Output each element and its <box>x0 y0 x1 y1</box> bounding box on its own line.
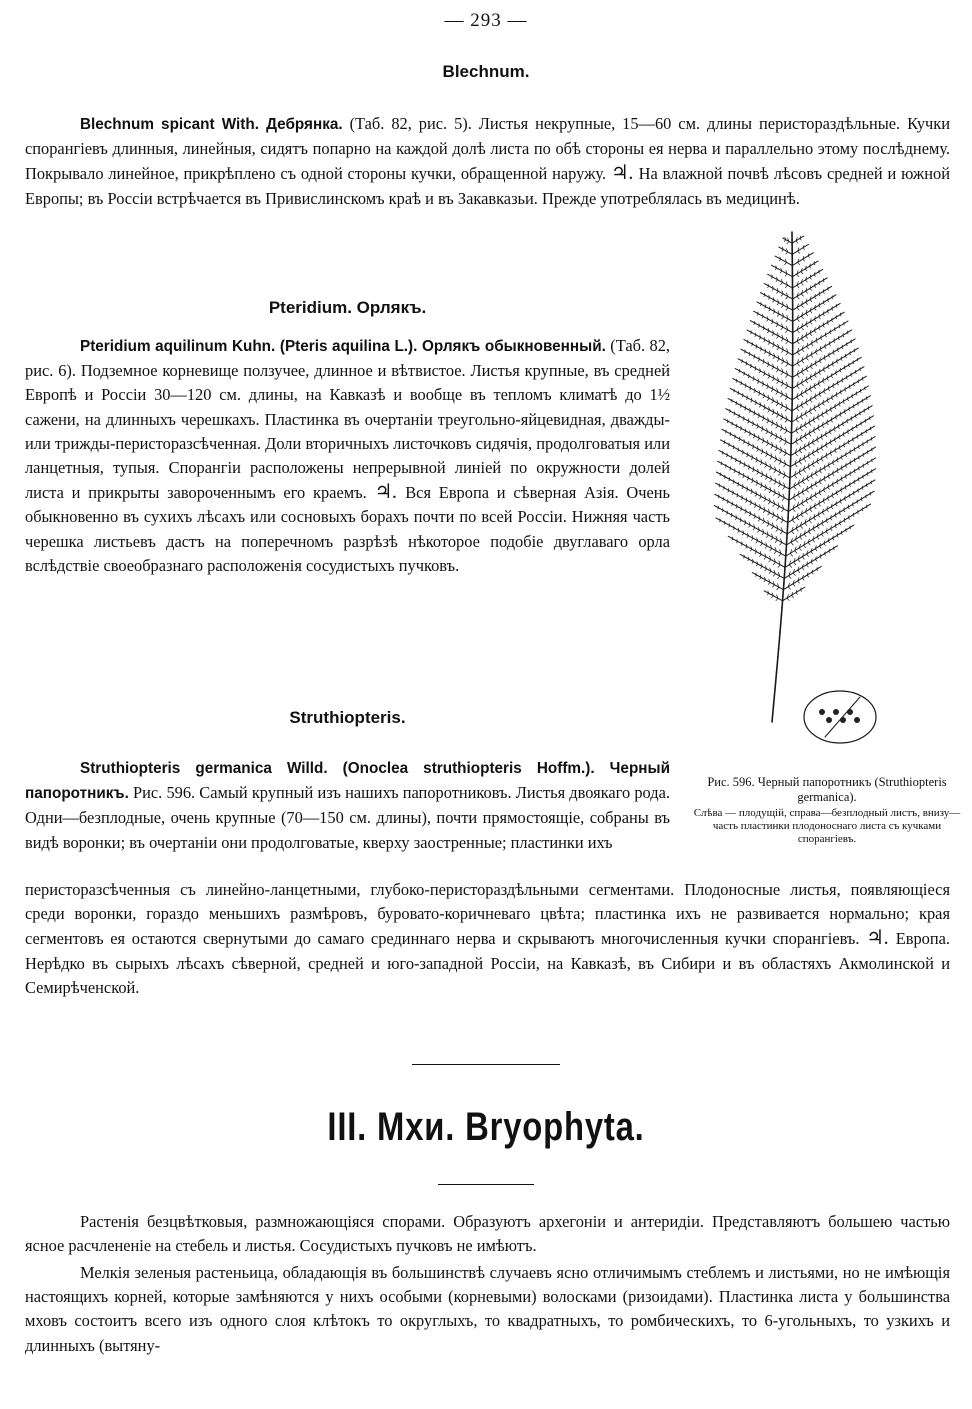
divider-rule-short <box>438 1184 534 1185</box>
paragraph-bryophyta-1: Растенія безцвѣтковыя, размножающіяся спорами. Образуютъ архегоніи и антеридіи. Представляютъ большею частью ясное расчлененіе на стебель и листья. Сосудистыхъ пучковъ не имѣютъ. <box>25 1212 950 1256</box>
paragraph-struthiopteris-cont <box>25 878 950 1000</box>
perennial-symbol: ♃. <box>866 927 890 950</box>
paragraph-blechnum-spicant <box>25 112 950 211</box>
figure-caption <box>688 775 966 846</box>
perennial-symbol: ♃. <box>610 162 634 185</box>
paragraph-text: (Таб. 82, рис. 5). Листья некрупные, 15—60 см. длины перистораздѣльные. Кучки спорангіевъ длинныя, линейныя, сидятъ попарно на каждой долѣ листа по обѣ стороны ея нерва и параллельно этому послѣднему. Покрывало линейное, прикрѣплено съ одной стороны кучки, обращенной наружу. <box>25 114 950 184</box>
paragraph-struthiopteris-germanica <box>25 756 670 855</box>
species-name: Pteridium aquilinum Kuhn. (Pteris aquilina L.). Орлякъ обыкновенный. <box>80 338 606 355</box>
section-title-bryophyta: III. Мхи. Bryophyta. <box>327 1105 645 1149</box>
paragraph-text: Рис. 596. Самый крупный изъ нашихъ папоротниковъ. Листья двоякаго рода. Одни—безплодные, очень крупные (70—150 см. длины), почти прямостоящіе, собраны въ видѣ воронки; въ очертаніи они продолговатые, кверху заостренные; пластинки ихъ <box>25 783 670 852</box>
page-number: — 293 — <box>444 10 528 31</box>
heading-blechnum: Blechnum. <box>442 62 530 81</box>
species-name: Blechnum spicant With. Дебрянка. <box>80 116 343 133</box>
caption-title: Рис. 596. Черный папоротникъ (Struthiopteris germanica). <box>707 775 947 804</box>
perennial-symbol: ♃. <box>374 481 398 504</box>
heading-pteridium: Pteridium. Орлякъ. <box>268 298 427 317</box>
paragraph-text-cont: Европа. Нерѣдко въ сырыхъ лѣсахъ сѣверной, средней и юго-западной Россіи, на Кавказѣ, въ Сибири и въ областяхъ Акмолинской и Семирѣченской. <box>25 929 950 997</box>
heading-struthiopteris: Struthiopteris. <box>289 708 406 727</box>
paragraph-text: (Таб. 82, рис. 6). Подземное корневище ползучее, длинное и вѣтвистое. Листья крупные, въ средней Европѣ и Россіи 30—120 см. длины, на Кавказѣ и вообще въ тепломъ климатѣ до 1½ сажени, на длинныхъ черешкахъ. Пластинка въ очертаніи треугольно-яйцевидная, дважды- или трижды-перисторазсѣченная. Доли вторичныхъ листочковъ сидячія, продолговатыя или ланцетныя, тупыя. Спорангіи расположены непрерывной линіей по окружности долей листа и прикрыты завороченнымъ его краемъ. <box>25 336 671 503</box>
paragraph-text-cont: На влажной почвѣ лѣсовъ средней и южной Европы; въ Россіи встрѣчается въ Привислинскомъ краѣ и въ Закавказьи. Прежде употреблялась въ медицинѣ. <box>25 164 950 208</box>
paragraph-bryophyta-2: Мелкія зеленыя растеньица, обладающія въ большинствѣ случаевъ ясно отличимымъ стеблемъ и листьями, но не имѣющія настоящихъ корней, которые замѣняются у нихъ особыми (корневыми) волосками (ризоидами). Пластинка листа у большинства мховъ состоитъ всего изъ одного слоя клѣтокъ то округлыхъ, то квадратныхъ, то ромбическихъ, то 6-угольныхъ, то узкихъ и длинныхъ (вытяну- <box>25 1263 950 1355</box>
paragraph-text: перисторазсѣченныя съ линейно-ланцетными, глубоко-перистораздѣльными сегментами. Плодоносные листья, появляющіеся среди воронки, гораздо меньшихъ размѣровъ, буровато-коричневаго цвѣта; пластинка ихъ не развивается нормально; края сегментовъ ея остаются свернутыми до самаго срединнаго нерва и скрываютъ многочисленныя кучки спорангіевъ. <box>25 880 950 949</box>
species-name: Struthiopteris germanica Willd. (Onoclea struthiopteris Hoffm.). Черный папоротникъ. <box>25 760 670 803</box>
paragraph-text-cont: Вся Европа и сѣверная Азія. Очень обыкновенно въ сухихъ лѣсахъ или сосновыхъ борахъ почти по всей Россіи. Нижняя часть черешка листьевъ дастъ на поперечномъ разрѣзѣ нѣкоторое подобіе двуглаваго орла вслѣдствіе своеобразнаго расположенія сосудистыхъ пучковъ. <box>25 483 670 575</box>
paragraph-pteridium-aquilinum <box>25 334 670 578</box>
divider-rule <box>412 1064 560 1065</box>
caption-text: Слѣва — плодущій, справа—безплодный листъ, внизу—часть пластинки плодоноснаго листа съ кучками спорангіевъ. <box>693 807 961 845</box>
fern-illustration <box>700 222 970 762</box>
